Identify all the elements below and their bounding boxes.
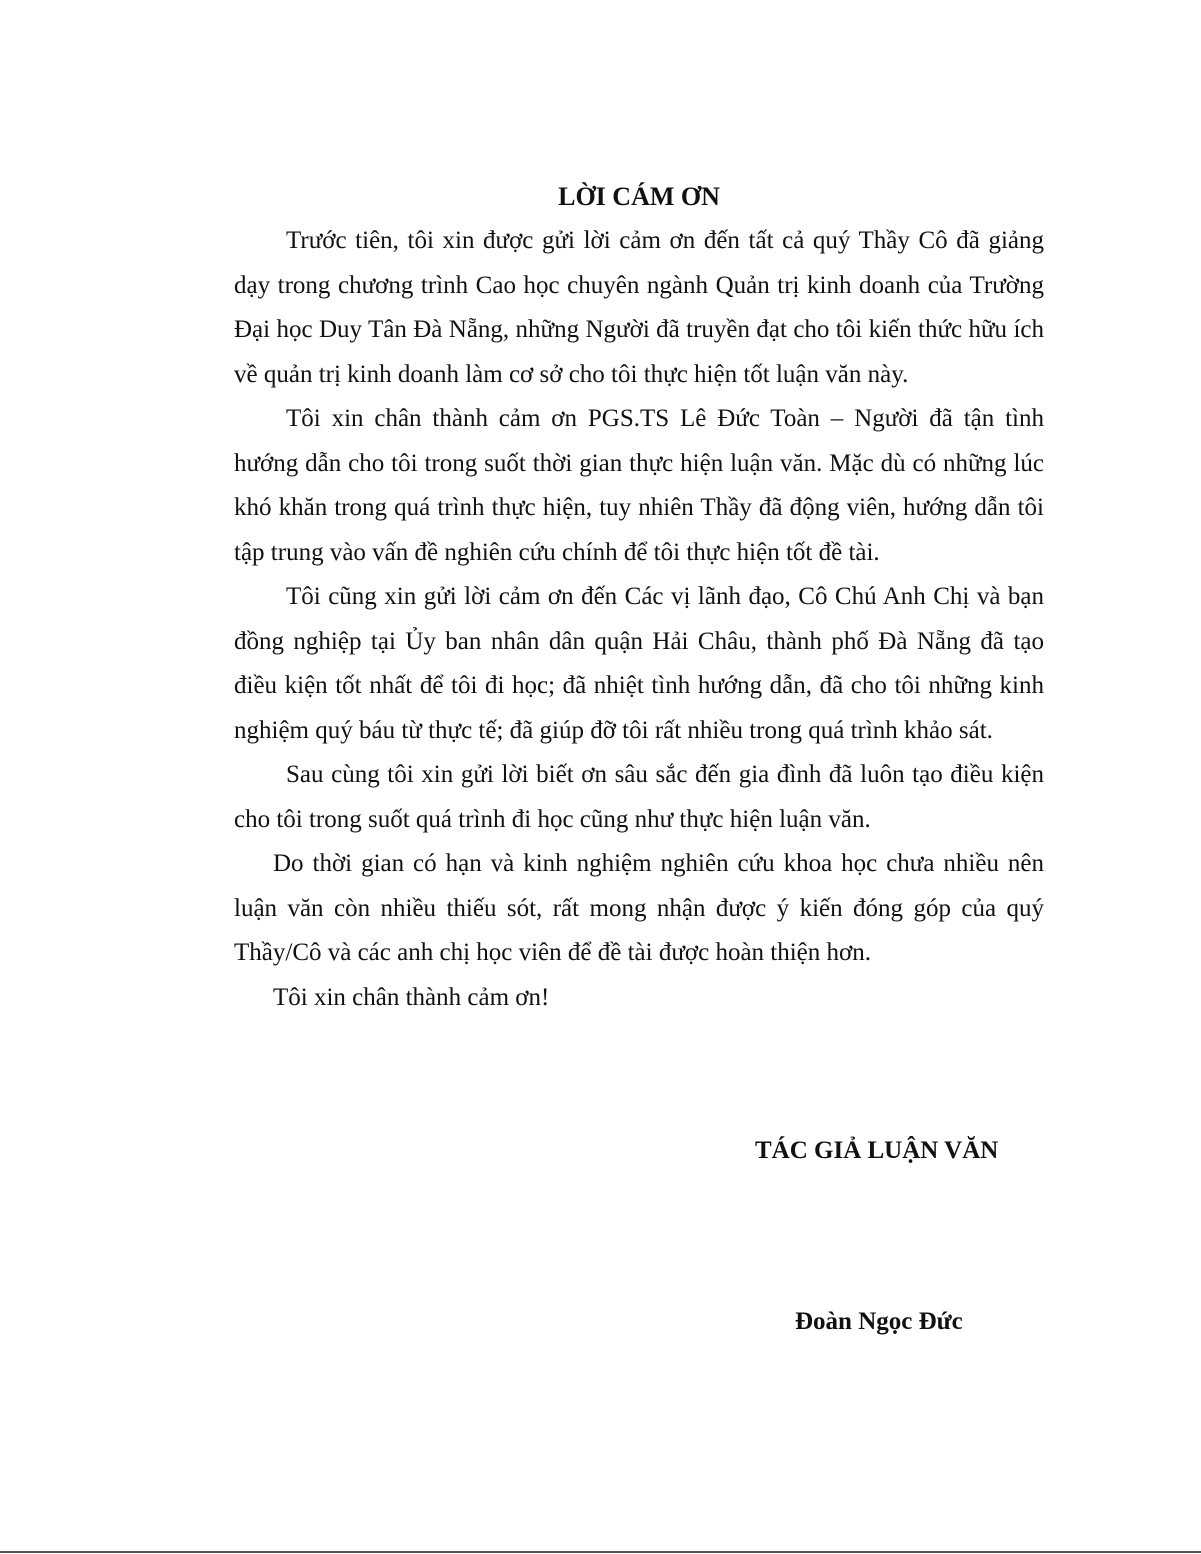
document-body — [234, 219, 1044, 1020]
document-title: LỜI CÁM ƠN — [558, 182, 720, 211]
paragraph-thanks-colleagues: Tôi cũng xin gửi lời cảm ơn đến Các vị lãnh đạo, Cô Chú Anh Chị và bạn đồng nghiệp tại Ủy ban nhân dân quận Hải Châu, thành phố Đà Nẵng đã tạo điều kiện tốt nhất để tôi đi học; đã nhiệt tình hướng dẫn, đã cho tôi những kinh nghiệm quý báu từ thực tế; đã giúp đỡ tôi rất nhiều trong quá trình khảo sát. — [234, 583, 1044, 744]
paragraph-limitations: Do thời gian có hạn và kinh nghiệm nghiên cứu khoa học chưa nhiều nên luận văn còn nhiều thiếu sót, rất mong nhận được ý kiến đóng góp của quý Thầy/Cô và các anh chị học viên để đề tài được hoàn thiện hơn. — [234, 850, 1044, 966]
paragraph-closing: Tôi xin chân thành cảm ơn! — [273, 983, 550, 1011]
author-label: TÁC GIẢ LUẬN VĂN — [755, 1137, 999, 1164]
paragraph-thanks-teachers: Trước tiên, tôi xin được gửi lời cảm ơn đến tất cả quý Thầy Cô đã giảng dạy trong chương trình Cao học chuyên ngành Quản trị kinh doanh của Trường Đại học Duy Tân Đà Nẵng, những Người đã truyền đạt cho tôi kiến thức hữu ích về quản trị kinh doanh làm cơ sở cho tôi thực hiện tốt luận văn này. — [234, 227, 1044, 388]
page-bottom-rule — [0, 1551, 1201, 1553]
paragraph-thanks-family: Sau cùng tôi xin gửi lời biết ơn sâu sắc đến gia đình đã luôn tạo điều kiện cho tôi trong suốt quá trình đi học cũng như thực hiện luận văn. — [234, 761, 1044, 833]
paragraph-thanks-supervisor: Tôi xin chân thành cảm ơn PGS.TS Lê Đức Toàn – Người đã tận tình hướng dẫn cho tôi trong suốt thời gian thực hiện luận văn. Mặc dù có những lúc khó khăn trong quá trình thực hiện, tuy nhiên Thầy đã động viên, hướng dẫn tôi tập trung vào vấn đề nghiên cứu chính để tôi thực hiện tốt đề tài. — [234, 405, 1044, 566]
author-name: Đoàn Ngọc Đức — [795, 1308, 963, 1335]
